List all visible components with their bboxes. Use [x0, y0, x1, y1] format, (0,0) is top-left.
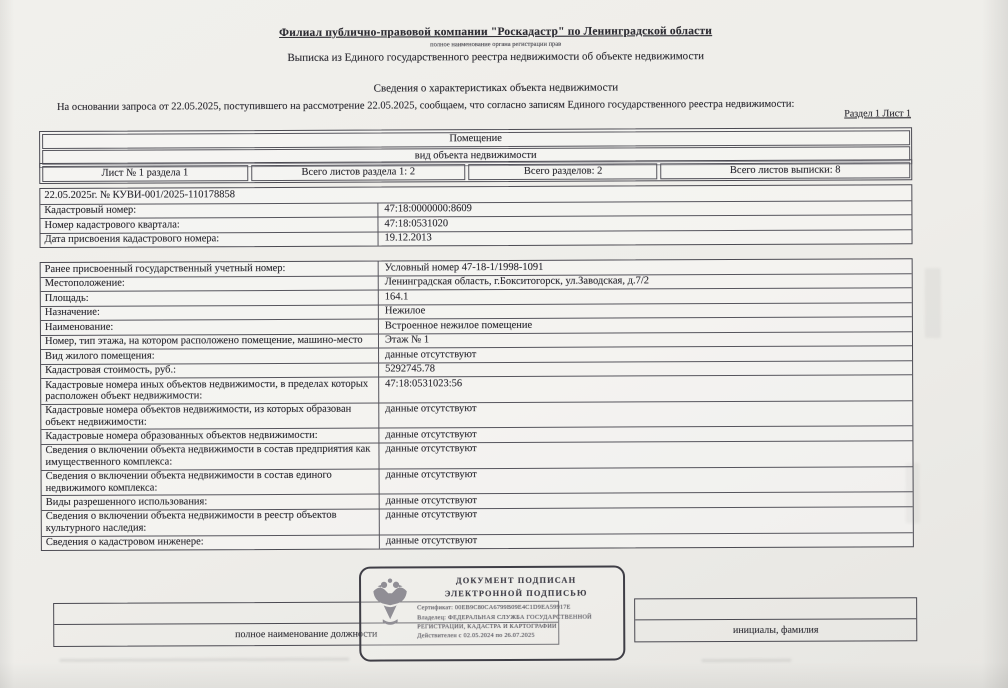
row-label: Кадастровые номера иных объектов недвижимости, в пределах которых расположен объект недвижимости:: [41, 378, 379, 404]
document-title: Выписка из Единого государственного реестра недвижимости об объекте недвижимости: [287, 50, 705, 64]
object-type-value: Помещение: [42, 130, 910, 149]
request-number: 22.05.2025г. № КУВИ-001/2025-110178858: [44, 188, 235, 201]
row-value: данные отсутствуют: [385, 469, 477, 481]
row-value: Ленинградская область, г.Бокситогорск, ул.Заводская, д.7/2: [384, 275, 649, 288]
row-label: Назначение:: [41, 305, 379, 320]
row-label: Сведения о включении объекта недвижимости в состав предприятия как имущественного комплекса:: [41, 443, 379, 469]
row-value: Условный номер 47-18-1/1998-1091: [384, 261, 544, 274]
row-label: Ранее присвоенный государственный учетный номер:: [41, 262, 379, 277]
sheet-info-table: [39, 159, 912, 184]
row-label: Номер кадастрового квартала:: [40, 218, 378, 233]
stamp-owner-line2: РЕГИСТРАЦИИ, КАДАСТРА И КАРТОГРАФИИ: [417, 622, 557, 631]
row-label: Номер, тип этажа, на котором расположено помещение, машино-место: [41, 334, 379, 349]
stamp-title-line2: ЭЛЕКТРОННОЙ ПОДПИСЬЮ: [444, 588, 588, 598]
sheet-info-cell: Всего листов раздела 1: 2: [251, 164, 466, 181]
scan-smudge: [925, 268, 941, 338]
signature-caption: полное наименование должности: [235, 628, 378, 641]
scan-edge-shadow: [982, 0, 1008, 688]
row-value: 47:18:0531023:56: [385, 377, 463, 390]
signature-block-name: [634, 597, 917, 642]
section-page-ref: Раздел 1 Лист 1: [844, 108, 912, 120]
org-name: Филиал публично-правовой компании "Роскадастр" по Ленинградской области: [279, 25, 713, 39]
row-value: Нежилое: [384, 305, 426, 317]
section-heading: Сведения о характеристиках объекта недвижимости: [373, 81, 619, 95]
stamp-validity-line: Действителен с 02.05.2024 по 26.07.2025: [417, 631, 535, 640]
characteristics-table: [40, 258, 914, 551]
row-label: Виды разрешенного использования:: [42, 495, 380, 510]
row-value: 19.12.2013: [384, 232, 432, 244]
row-label: Вид жилого помещения:: [41, 349, 379, 364]
row-label: Сведения о включении объекта недвижимости в реестр объектов культурного наследия:: [42, 509, 380, 535]
row-label: Дата присвоения кадастрового номера:: [41, 232, 379, 247]
row-value: 5292745.78: [385, 363, 436, 375]
request-info-table: [39, 184, 912, 248]
table-row: [42, 466, 913, 496]
row-label: Кадастровая стоимость, руб.:: [41, 363, 379, 378]
signature-caption: инициалы, фамилия: [732, 624, 819, 637]
row-value: данные отсутствуют: [385, 509, 478, 521]
sheet-info-cell: Лист № 1 раздела 1: [42, 165, 248, 182]
row-label: Кадастровые номера объектов недвижимости, из которых образован объект недвижимости:: [41, 403, 379, 429]
row-value: данные отсутствуют: [385, 443, 477, 455]
row-label: Наименование:: [41, 320, 379, 335]
row-value: данные отсутствуют: [385, 494, 478, 507]
stamp-title-line1: ДОКУМЕНТ ПОДПИСАН: [455, 575, 577, 586]
row-value: Этаж № 1: [384, 334, 430, 346]
table-row: [41, 374, 912, 404]
object-type-caption: вид объекта недвижимости: [42, 146, 910, 165]
scan-edge-shadow: [0, 662, 1008, 688]
request-basis-line: На основании запроса от 22.05.2025, поступившего на рассмотрение 22.05.2025, сообщаем, что согласно записям Единого государственного реестра недвижимости:: [56, 98, 795, 113]
row-value: данные отсутствуют: [385, 429, 477, 441]
org-name-caption: полное наименование органа регистрации прав: [430, 40, 562, 49]
sheet-info-cell: Всего разделов: 2: [469, 163, 658, 180]
stamp-certificate-line: Сертификат: 00EB9C80CA6799B09E4C1D9EA59917E: [417, 603, 571, 612]
row-label: Местоположение:: [41, 276, 379, 291]
row-value: данные отсутствуют: [385, 403, 477, 415]
table-row: [41, 440, 912, 470]
sheet-info-cell: Всего листов выписки: 8: [661, 162, 910, 179]
row-value: 47:18:0000000:8609: [384, 203, 472, 215]
row-label: Кадастровый номер:: [40, 203, 378, 218]
row-label: Сведения о включении объекта недвижимости в состав единого недвижимого комплекса:: [42, 469, 380, 495]
row-value: 47:18:0531020: [384, 217, 449, 230]
digital-signature-stamp: [359, 565, 625, 661]
row-value: данные отсутствуют: [385, 348, 477, 361]
row-value: Встроенное нежилое помещение: [384, 319, 533, 332]
row-label: Кадастровые номера образованных объектов недвижимости:: [41, 429, 379, 444]
row-label: Сведения о кадастровом инженере:: [42, 535, 380, 550]
row-value: 164.1: [384, 290, 409, 303]
table-row: [42, 506, 913, 536]
row-value: данные отсутствуют: [385, 535, 478, 547]
table-row: [41, 400, 912, 430]
scan-edge-shadow: [0, 0, 14, 688]
scan-smudge: [906, 463, 920, 523]
stamp-owner-line1: Владелец: ФЕДЕРАЛЬНАЯ СЛУЖБА ГОСУДАРСТВЕННОЙ: [417, 613, 592, 621]
signature-line: [635, 598, 916, 620]
coat-of-arms-eagle-icon: [370, 575, 410, 654]
row-label: Площадь:: [41, 291, 379, 306]
